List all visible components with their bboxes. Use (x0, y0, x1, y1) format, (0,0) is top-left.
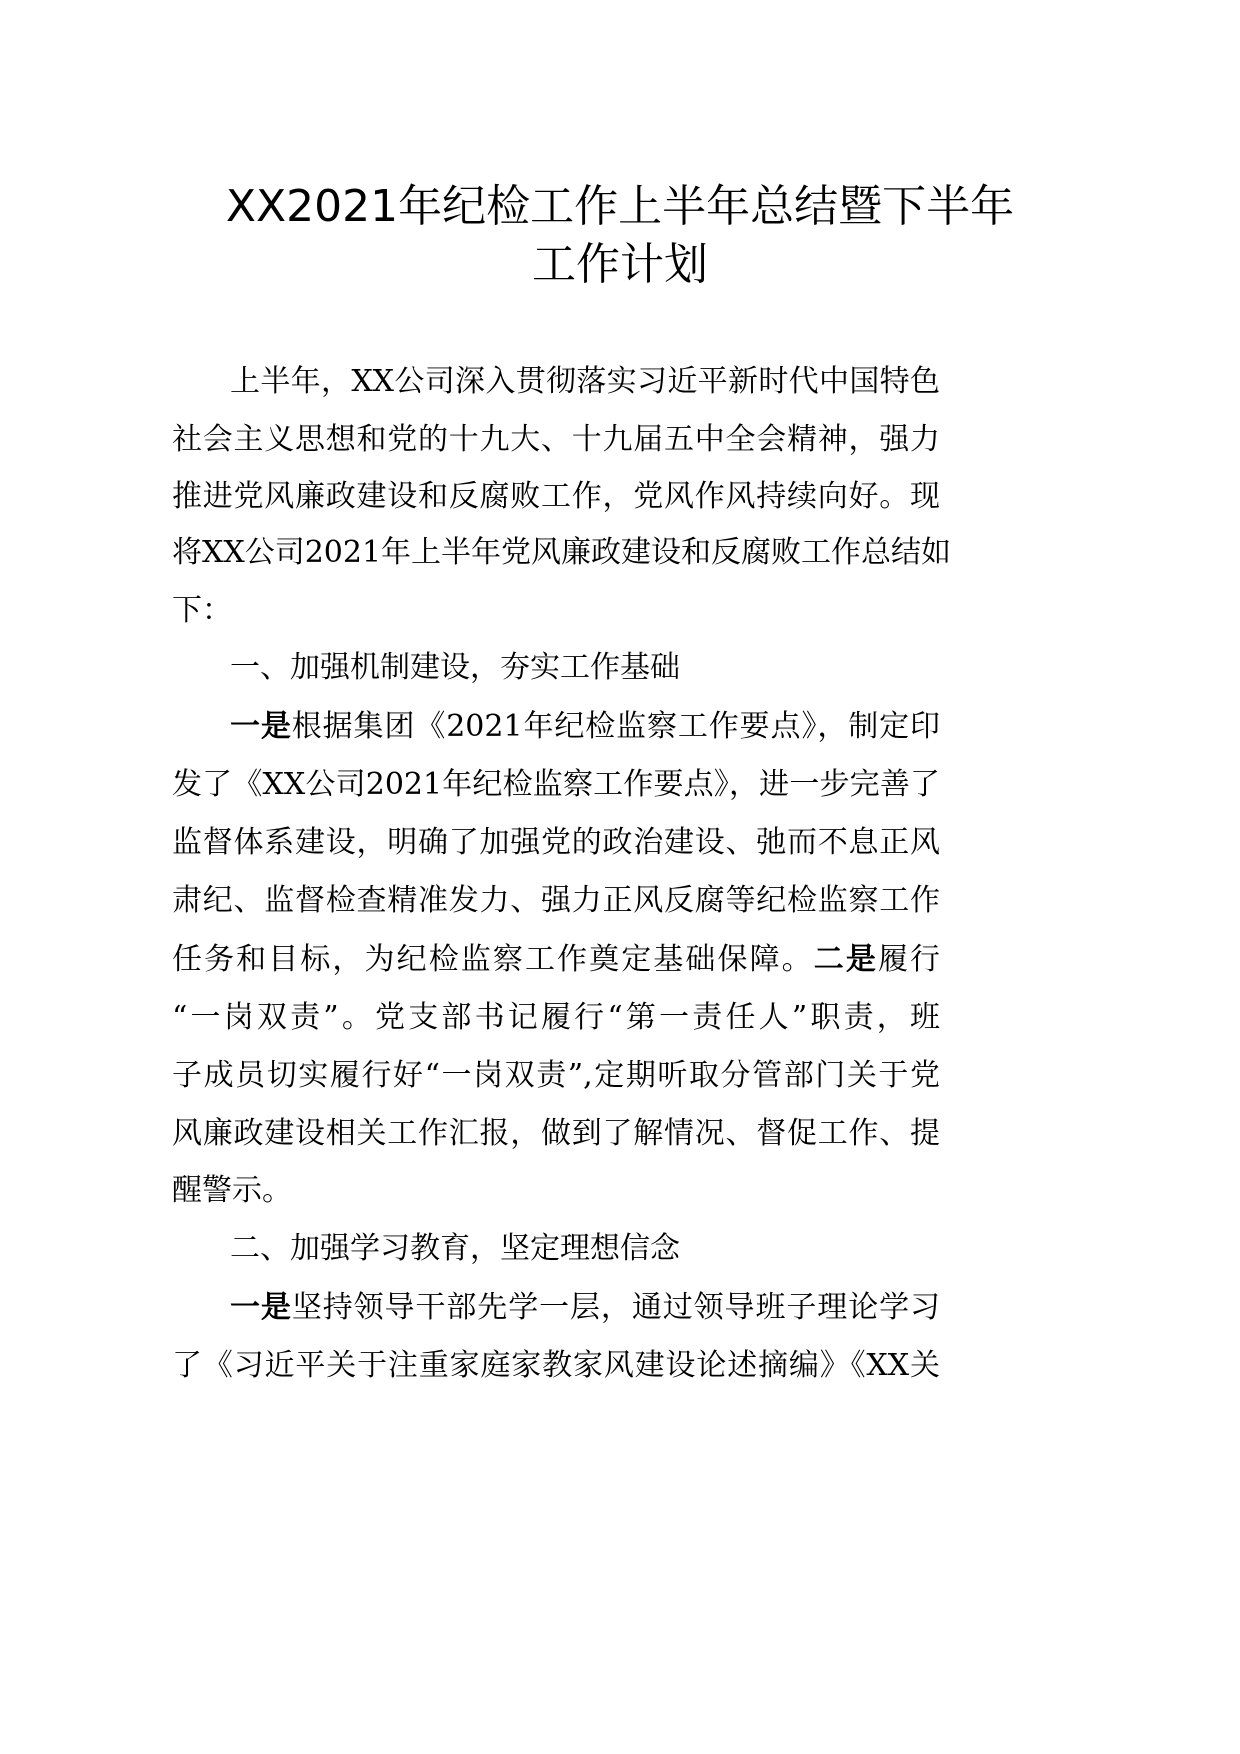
body-text-line (172, 1346, 940, 1386)
body-text-line (230, 648, 940, 688)
text-run: 发了《XX公司2021年纪检监察工作要点》，进一步完善了 (172, 767, 940, 802)
text-run: “一岗双责”。党支部书记履行“第一责任人”职责，班 (172, 1000, 940, 1035)
text-run: 醒警示。 (172, 1173, 292, 1208)
body-text-line (172, 765, 940, 805)
body-text-line (172, 1056, 940, 1096)
text-run: 一、加强机制建设，夯实工作基础 (230, 650, 680, 685)
text-run: 社会主义思想和党的十九大、十九届五中全会精神，强力 (172, 422, 940, 457)
body-text-line (172, 823, 940, 863)
body-text-line (230, 1288, 940, 1328)
text-run: 履行 (877, 942, 941, 977)
body-text-line (172, 420, 940, 460)
body-text-line (172, 998, 940, 1038)
document-title-line-2: 工作计划 (532, 239, 708, 290)
text-run: 子成员切实履行好“一岗双责”,定期听取分管部门关于党 (172, 1058, 940, 1093)
text-run: 坚持领导干部先学一层，通过领导班子理论学习 (291, 1290, 941, 1325)
body-text-line (230, 362, 940, 402)
text-run: 了《习近平关于注重家庭家教家风建设论述摘编》《XX关 (172, 1348, 940, 1383)
body-text-line (172, 477, 940, 517)
body-text-line (172, 1171, 940, 1211)
bold-lead-text: 二是 (813, 942, 878, 977)
text-run: 根据集团《2021年纪检监察工作要点》，制定印 (291, 709, 940, 744)
body-text-line (172, 940, 940, 980)
bold-lead-text: 一是 (230, 709, 292, 744)
text-run: 肃纪、监督检查精准发力、强力正风反腐等纪检监察工作 (172, 883, 940, 918)
text-run: 将XX公司2021年上半年党风廉政建设和反腐败工作总结如 (172, 535, 952, 570)
text-run: 上半年，XX公司深入贯彻落实习近平新时代中国特色 (230, 364, 940, 399)
body-text-line (172, 881, 940, 921)
text-run: 下： (172, 593, 232, 628)
body-text-line (230, 707, 940, 747)
body-text-line (230, 1229, 940, 1269)
text-run: 推进党风廉政建设和反腐败工作，党风作风持续向好。现 (172, 479, 940, 514)
text-run: 任务和目标，为纪检监察工作奠定基础保障。 (172, 942, 814, 977)
text-run: 风廉政建设相关工作汇报，做到了解情况、督促工作、提 (172, 1116, 940, 1151)
text-run: 二、加强学习教育，坚定理想信念 (230, 1231, 680, 1266)
document-title-line-1: XX2021年纪检工作上半年总结暨下半年 (225, 181, 1015, 232)
body-text-line (172, 533, 952, 573)
text-run: 监督体系建设，明确了加强党的政治建设、弛而不息正风 (172, 825, 940, 860)
bold-lead-text: 一是 (230, 1290, 292, 1325)
body-text-line (172, 591, 940, 631)
body-text-line (172, 1114, 940, 1154)
